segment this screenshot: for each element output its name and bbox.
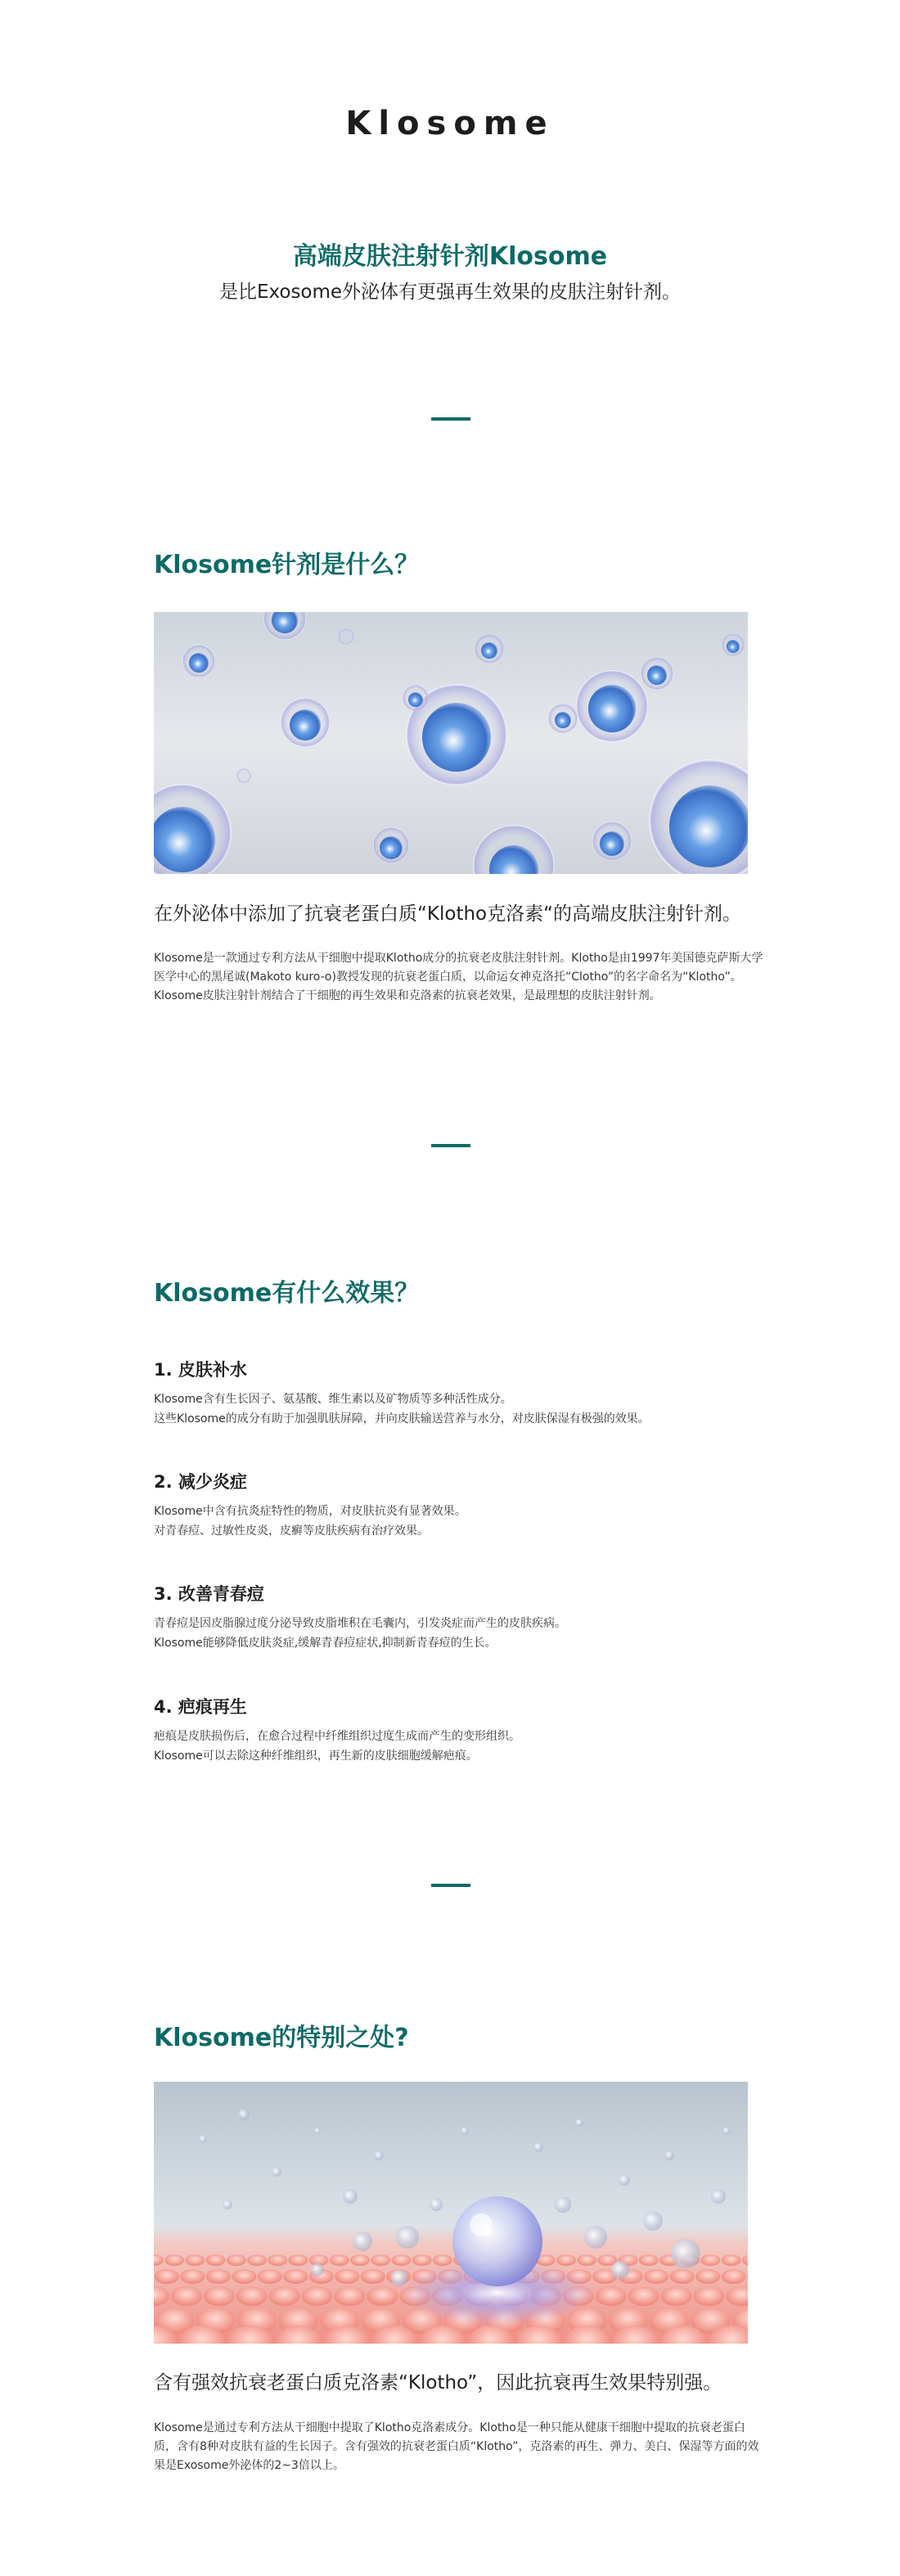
section-title-what-is: Klosome针剂是什么？ — [154, 551, 420, 579]
section-divider — [431, 1144, 470, 1147]
effect-line: 这些Klosome的成分有助于加强肌肤屏障，并向皮肤输送营养与水分，对皮肤保湿有极强的效果。 — [154, 1412, 650, 1425]
effect-line: Klosome能够降低皮肤炎症,缓解青春痘症状,抑制新青春痘的生长。 — [154, 1637, 497, 1650]
effect-line: Klosome中含有抗炎症特性的物质，对皮肤抗炎有显著效果。 — [154, 1505, 466, 1518]
effect-line: 对青春痘、过敏性皮炎，皮癣等皮肤疾病有治疗效果。 — [154, 1524, 429, 1538]
effect-line: 疤痕是皮肤损伤后，在愈合过程中纤维组织过度生成而产生的变形组织。 — [154, 1730, 520, 1743]
section-title-special: Klosome的特别之处? — [154, 2024, 409, 2052]
effect-item-body — [154, 1727, 759, 1766]
section-divider — [431, 1884, 470, 1887]
section-title-effects: Klosome有什么效果？ — [154, 1279, 420, 1308]
skin-cells-image — [154, 2082, 748, 2344]
effect-item-title: 2. 减少炎症 — [154, 1472, 247, 1492]
effect-item-title: 4. 疤痕再生 — [154, 1697, 247, 1717]
hero-subtitle: 是比Exosome外泌体有更强再生效果的皮肤注射针剂。 — [218, 281, 682, 303]
section-divider — [431, 417, 470, 421]
bubbles-image — [154, 612, 748, 874]
section3-lead: 含有强效抗衰老蛋白质克洛素“Klotho”，因此抗衰再生效果特别强。 — [154, 2372, 722, 2394]
section1-paragraph: Klosome是一款通过专利方法从干细胞中提取Klotho成分的抗衰老皮肤注射针剂。Klotho是由1997年美国德克萨斯大学医学中心的黑尾诚(Makoto kuro-o)教授发现的抗衰老蛋白质，以命运女神克洛托“Clotho”的名字命名为“Klotho”。Klosome皮肤注射针剂结合了干细胞的再生效果和克洛素的抗衰老效果，是最理想的皮肤注射针剂。 — [154, 952, 763, 1002]
effect-item-title: 3. 改善青春痘 — [154, 1584, 264, 1604]
effect-item-body — [154, 1389, 759, 1429]
hero-title: 高端皮肤注射针剂Klosome — [292, 242, 608, 271]
effect-line: Klosome含有生长因子、氨基酸、维生素以及矿物质等多种活性成分。 — [154, 1393, 512, 1406]
section1-lead: 在外泌体中添加了抗衰老蛋白质“Klotho克洛素“的高端皮肤注射针剂。 — [154, 903, 742, 925]
effect-item-body — [154, 1614, 759, 1653]
effect-line: Klosome可以去除这种纤维组织，再生新的皮肤细胞缓解疤痕。 — [154, 1750, 478, 1763]
effect-item-body — [154, 1502, 759, 1541]
section3-paragraph: Klosome是通过专利方法从干细胞中提取了Klotho克洛素成分。Klotho是一种只能从健康干细胞中提取的抗衰老蛋白质，含有8种对皮肤有益的生长因子。含有强效的抗衰老蛋白质“Klotho”，克洛素的再生、弹力、美白、保湿等方面的效果是Exosome外泌体的2~3倍以上。 — [154, 2421, 759, 2472]
effect-line: 青春痘是因皮脂腺过度分泌导致皮脂堆积在毛囊内，引发炎症而产生的皮肤疾病。 — [154, 1617, 566, 1630]
effect-item-title: 1. 皮肤补水 — [154, 1360, 247, 1380]
brand-logo: Klosome — [345, 105, 555, 142]
